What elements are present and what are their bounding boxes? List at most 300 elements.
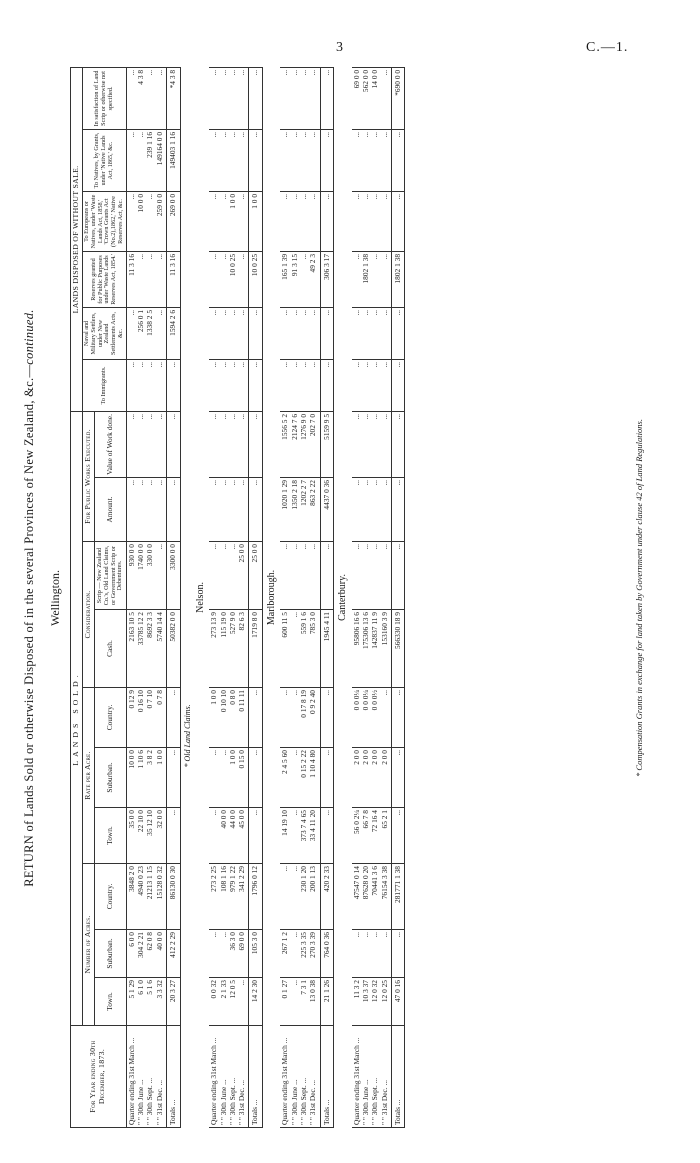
data-cell [280,359,320,411]
quarter-label: Quarter ending 31st March ... [351,1037,361,1125]
totals-cell: 412 2 29 [167,930,181,978]
data-cell [209,930,249,978]
cell-value: ... [299,69,309,76]
totals-cell: ... [320,542,334,610]
cell-value: ... [154,253,164,260]
cell-value: 930 0 0 [126,544,136,567]
town-rate-header: Town. [95,808,126,864]
lands-table [70,67,405,1128]
cell-value: 527 9 0 [227,612,237,635]
cell-value: 1 0 0 [154,750,164,765]
totals-cell: *690 0 0 [391,67,405,129]
totals-cell: ... [249,748,263,808]
data-cell [280,542,320,610]
cell-value: ... [218,361,228,368]
cell-value: 0 0 0½ [370,690,380,711]
cell-value: ... [136,253,146,260]
cell-value: ... [370,361,380,368]
cell-value: ... [289,612,299,618]
cell-value: ... [154,544,164,550]
cell-value: 979 1 22 [227,866,237,892]
cell-value: ... [289,361,299,368]
cell-value: ... [209,193,219,200]
totals-cell: ... [167,478,181,542]
data-cell [126,67,166,129]
cell-value: ... [299,361,309,368]
totals-cell: 1796 0 12 [249,864,263,930]
cell-value: 1338 2 5 [145,309,155,336]
totals-row [167,67,181,1127]
cell-value: 165 1 39 [280,253,290,280]
cell-value: 341 2 29 [237,866,247,892]
cell-value: ... [145,480,155,486]
totals-cell: 1594 2 6 [167,307,181,359]
data-cell [126,864,166,930]
data-cell [280,610,320,688]
data-cell [280,129,320,191]
cell-value: 1802 1 38 [360,253,370,284]
cell-value: 6 0 0 [126,932,136,947]
totals-cell: 50382 0 0 [167,610,181,688]
cell-value: ... [289,980,299,986]
to-natives-header: To Natives, by Grants, under 'Native Lands Act, 1865,' &c. [82,129,126,191]
cell-value: ... [145,193,155,200]
cell-value: 1020 1 29 [280,480,290,510]
cell-value: ... [154,413,164,420]
cell-value: 14 19 10 [280,810,290,836]
cell-value: 5740 14 4 [154,612,164,642]
data-cell [126,930,166,978]
section-heading: Marlborough. [265,569,277,626]
cell-value: ... [280,193,290,200]
quarter-labels [209,1026,249,1128]
cell-value: ... [218,413,228,420]
cell-value: ... [154,309,164,316]
cell-value: ... [370,253,380,260]
totals-cell: 20 3 27 [167,978,181,1026]
data-cell [209,748,249,808]
cell-value: 0 11 11 [237,690,247,712]
cell-value: 2163 10 5 [126,612,136,642]
number-of-acres-header: Number of Acres. [82,864,94,1026]
rotated-return-table [22,68,662,1128]
cell-value: ... [379,309,389,316]
quarter-label: Quarter ending 31st March ... [126,1037,136,1125]
totals-cell: ... [249,478,263,542]
cell-value: ... [370,544,380,550]
cell-value: 1 10 4 80 [308,750,318,778]
cell-value: 0 0 32 [209,980,219,999]
to-immigrants-header: To Immigrants. [82,359,126,411]
totals-label: Totals ... [249,1026,263,1128]
totals-cell: 21 1 26 [320,978,334,1026]
cell-value: ... [299,131,309,138]
cell-value: 256 0 1 [136,309,146,333]
cell-value: 0 17 8 19 [299,690,309,718]
cell-value: 21213 1 15 [145,866,155,900]
cell-value: 304 2 21 [136,932,146,958]
totals-label: Totals ... [391,1026,405,1128]
totals-cell: 1802 1 38 [391,251,405,307]
cell-value: 785 3 0 [308,612,318,635]
data-cell [280,191,320,251]
data-cell [352,610,392,688]
town-acres-header: Town. [95,978,126,1026]
data-cell [352,478,392,542]
quarter-label: " " 30th Sept. ... [299,1077,309,1125]
totals-cell: ... [320,808,334,864]
totals-label: Totals ... [320,1026,334,1128]
suburban-acres-header: Suburban. [95,930,126,978]
cell-value: 230 1 20 [299,866,309,892]
totals-cell: 10 0 25 [249,251,263,307]
totals-cell: 11 3 16 [167,251,181,307]
cell-value: ... [351,544,361,550]
cell-value: 62 0 8 [145,932,155,951]
cell-value: ... [237,980,247,986]
cell-value: 65 2 1 [379,810,389,829]
cell-value: 5 1 29 [126,980,136,999]
cell-value: ... [227,544,237,550]
totals-cell: ... [320,359,334,411]
cell-value: 44 0 0 [227,810,237,829]
totals-cell: ... [391,411,405,477]
quarter-label: " " 30th Sept. ... [227,1077,237,1125]
totals-cell: ... [249,688,263,748]
cell-value: ... [209,253,219,260]
totals-cell: ... [249,359,263,411]
data-cell [209,411,249,477]
quarter-label: Quarter ending 31st March ... [209,1037,219,1125]
cell-value: 225 3 35 [299,932,309,958]
totals-cell: ... [249,67,263,129]
totals-cell: 3300 0 0 [167,542,181,610]
cell-value: 330 0 0 [145,544,155,567]
totals-cell: 105 3 0 [249,930,263,978]
data-cell [280,748,320,808]
quarter-label: " " 30th Sept. ... [145,1077,155,1125]
public-works-header: For Public Works Executed. [82,411,94,541]
cell-value: 0 7 10 [145,690,155,709]
data-cell [126,688,166,748]
cell-value: ... [218,131,228,138]
totals-row [391,67,405,1127]
land-scrip-header: In satisfaction of Land Scrip or otherwise not specified. [82,67,126,129]
cell-value: ... [209,932,219,938]
data-cell [352,67,392,129]
cell-value: 1202 2 7 [299,480,309,506]
scrip-header: Scrip — New Zealand Co.'s, Old Land Claims, or Government Scrip or Debentures. [95,542,126,610]
cell-value: ... [218,309,228,316]
cell-value: 2 0 0 [370,750,380,765]
cell-value: 2 0 0 [379,750,389,765]
return-title [22,68,37,1128]
cell-value: ... [227,480,237,486]
data-cell [280,251,320,307]
cell-value: ... [145,69,155,76]
cell-value: 0 15 2 22 [299,750,309,778]
cell-value: 108 1 16 [218,866,228,892]
cell-value: ... [209,544,219,550]
cell-value: ... [370,932,380,938]
cell-value: 40 0 0 [154,932,164,951]
naval-military-header: Naval and Military Settlers, under New Zealand Settlements Acts, &c. [82,307,126,359]
cell-value: ... [145,413,155,420]
title-main: RETURN of Lands Sold or otherwise Disposed of in the several Provinces of New Zealand, &c.— [22,364,36,887]
totals-cell: 1945 4 11 [320,610,334,688]
cell-value: ... [289,309,299,316]
cell-value: ... [136,480,146,486]
cell-value: 1 0 0 [227,750,237,765]
cell-value: ... [237,309,247,316]
cell-value: 153160 3 9 [379,612,389,646]
cell-value: 0 12 9 [126,690,136,709]
cell-value: ... [289,866,299,872]
cell-value: 259 0 0 [154,193,164,217]
cell-value: 35 0 0 [126,810,136,829]
cell-value: 0 1 27 [280,980,290,999]
cell-value: 2124 7 6 [289,413,299,440]
data-cell [209,808,249,864]
cell-value: ... [209,361,219,368]
cell-value: ... [227,361,237,368]
cell-value: ... [154,361,164,368]
cell-value: 2 4 5 60 [280,750,290,775]
cell-value: 10 3 37 [360,980,370,1003]
cell-value: ... [126,193,136,200]
cell-value: 0 15 0 [237,750,247,769]
totals-cell: ... [320,688,334,748]
cell-value: ... [351,932,361,938]
quarter-labels [280,1026,320,1128]
data-cell [126,359,166,411]
cell-value: ... [370,193,380,200]
cell-value: ... [209,750,219,756]
data-cell [209,978,249,1026]
cell-value: ... [360,361,370,368]
cell-value: ... [299,253,309,260]
cell-value: ... [308,69,318,76]
cell-value: 13 0 38 [308,980,318,1003]
cell-value: 1 0 0 [227,193,237,209]
totals-cell: 47 0 16 [391,978,405,1026]
cell-value: ... [126,480,136,486]
cell-value: 10 0 0 [126,750,136,769]
cell-value: ... [218,480,228,486]
totals-cell: ... [320,307,334,359]
totals-cell: 86130 0 30 [167,864,181,930]
amount-header: Amount. [95,478,126,542]
cell-value: ... [280,866,290,872]
cell-value: ... [370,131,380,138]
cell-value: 35 12 10 [145,810,155,836]
data-cell [209,864,249,930]
totals-cell: 269 0 0 [167,191,181,251]
data-cell [352,864,392,930]
data-cell [280,864,320,930]
data-cell [209,359,249,411]
cell-value: 11 3 16 [126,253,136,276]
section-heading: Nelson. [194,582,206,613]
cell-value: 115 19 0 [218,612,228,638]
cell-value: ... [237,193,247,200]
cell-value: ... [308,544,318,550]
totals-cell: 281771 1 38 [391,864,405,930]
cell-value: 40 0 0 [218,810,228,829]
cell-value: ... [218,544,228,550]
cell-value: 14 0 0 [370,69,380,89]
cell-value: 2 1 33 [218,980,228,999]
totals-cell: 764 0 36 [320,930,334,978]
totals-cell: ... [391,542,405,610]
cell-value: 33 4 11 20 [308,810,318,842]
cell-value: 66 7 8 [360,810,370,829]
data-cell [352,307,392,359]
cell-value: ... [227,131,237,138]
totals-cell: 306 3 17 [320,251,334,307]
totals-cell: ... [391,359,405,411]
cell-value: 2 0 0 [360,750,370,765]
data-cell [280,808,320,864]
totals-cell: ... [391,748,405,808]
cell-value: 12 0 32 [370,980,380,1003]
cell-value: 3848 2 0 [126,866,136,892]
cell-value: ... [289,932,299,938]
cell-value: 4940 0 23 [136,866,146,896]
data-cell [209,688,249,748]
cell-value: 69 0 0 [351,69,361,89]
cell-value: ... [136,413,146,420]
cell-value: ... [227,309,237,316]
totals-cell: ... [167,808,181,864]
quarter-label: " " 31st Dec. ... [154,1079,164,1125]
value-of-work-header: Value of Work done. [95,411,126,477]
country-acres-header: Country. [95,864,126,930]
data-cell [280,688,320,748]
cell-value: ... [209,69,219,76]
quarter-rows [352,67,392,1127]
data-cell [209,610,249,688]
cell-value: 7 3 1 [299,980,309,995]
data-cell [352,129,392,191]
data-cell [126,610,166,688]
cell-value: ... [379,69,389,76]
cell-value: ... [289,69,299,76]
data-cell [209,129,249,191]
data-cell [352,688,392,748]
data-cell [209,542,249,610]
totals-row [320,67,334,1127]
cell-value: 36 3 0 [227,932,237,951]
quarter-label: " " 30th Sept. ... [370,1077,380,1125]
cell-value: ... [126,131,136,138]
totals-cell: ... [249,307,263,359]
data-cell [126,411,166,477]
section-heading: Canterbury. [337,574,349,621]
totals-cell: ... [391,688,405,748]
cell-value: 69 0 0 [237,932,247,951]
totals-cell: ... [167,411,181,477]
totals-cell: 14 2 30 [249,978,263,1026]
table-body [126,67,405,1127]
cell-value: ... [289,544,299,550]
cell-value: 33785 12 2 [136,612,146,646]
data-cell [126,808,166,864]
totals-cell: 1 0 0 [249,191,263,251]
quarter-rows [126,67,166,1127]
cell-value: ... [379,480,389,486]
data-cell [352,978,392,1026]
cell-value: ... [209,480,219,486]
data-cell [280,307,320,359]
cell-value: 4 3 8 [136,69,146,85]
cell-value: ... [237,413,247,420]
cell-value: 273 13 9 [209,612,219,638]
totals-cell: ... [320,748,334,808]
data-cell [209,251,249,307]
data-cell [352,808,392,864]
cell-value: ... [209,413,219,420]
cell-value: ... [360,193,370,200]
totals-cell: ... [391,478,405,542]
totals-cell: ... [249,411,263,477]
data-cell [352,542,392,610]
cell-value: 1 10 6 [136,750,146,769]
cell-value: 8692 3 3 [145,612,155,638]
totals-cell: 4437 0 36 [320,478,334,542]
cell-value: ... [360,544,370,550]
data-cell [352,251,392,307]
cell-value: 72 16 4 [370,810,380,833]
cell-value: ... [360,413,370,420]
cell-value: ... [280,690,290,696]
data-cell [352,748,392,808]
cell-value: ... [289,131,299,138]
totals-cell: *4 3 8 [167,67,181,129]
cash-header: Cash. [95,610,126,688]
data-cell [126,251,166,307]
data-cell [352,191,392,251]
cell-value: ... [145,253,155,260]
cell-value: 273 2 25 [209,866,219,892]
cell-value: ... [209,131,219,138]
country-rate-header: Country. [95,688,126,748]
cell-value: 45 0 0 [237,810,247,829]
data-cell [209,307,249,359]
cell-value: 202 7 0 [308,413,318,437]
cell-value: ... [218,193,228,200]
cell-value: ... [308,193,318,200]
cell-value: 373 7 4 65 [299,810,309,842]
quarter-labels [126,1026,166,1128]
cell-value: ... [299,193,309,200]
totals-cell: ... [391,930,405,978]
cell-value: 142837 11 9 [370,612,380,649]
cell-value: ... [351,131,361,138]
data-cell [209,191,249,251]
cell-value: 3 8 2 [145,750,155,765]
data-cell [126,542,166,610]
cell-value: ... [237,361,247,368]
suburban-rate-header: Suburban. [95,748,126,808]
cell-value: 3 3 32 [154,980,164,999]
data-cell [280,478,320,542]
province-heading: Wellington. [48,569,62,627]
totals-row [249,67,263,1127]
cell-value: 0 9 2 40 [308,690,318,715]
cell-value: 12 0 5 [227,980,237,999]
cell-value: ... [154,480,164,486]
